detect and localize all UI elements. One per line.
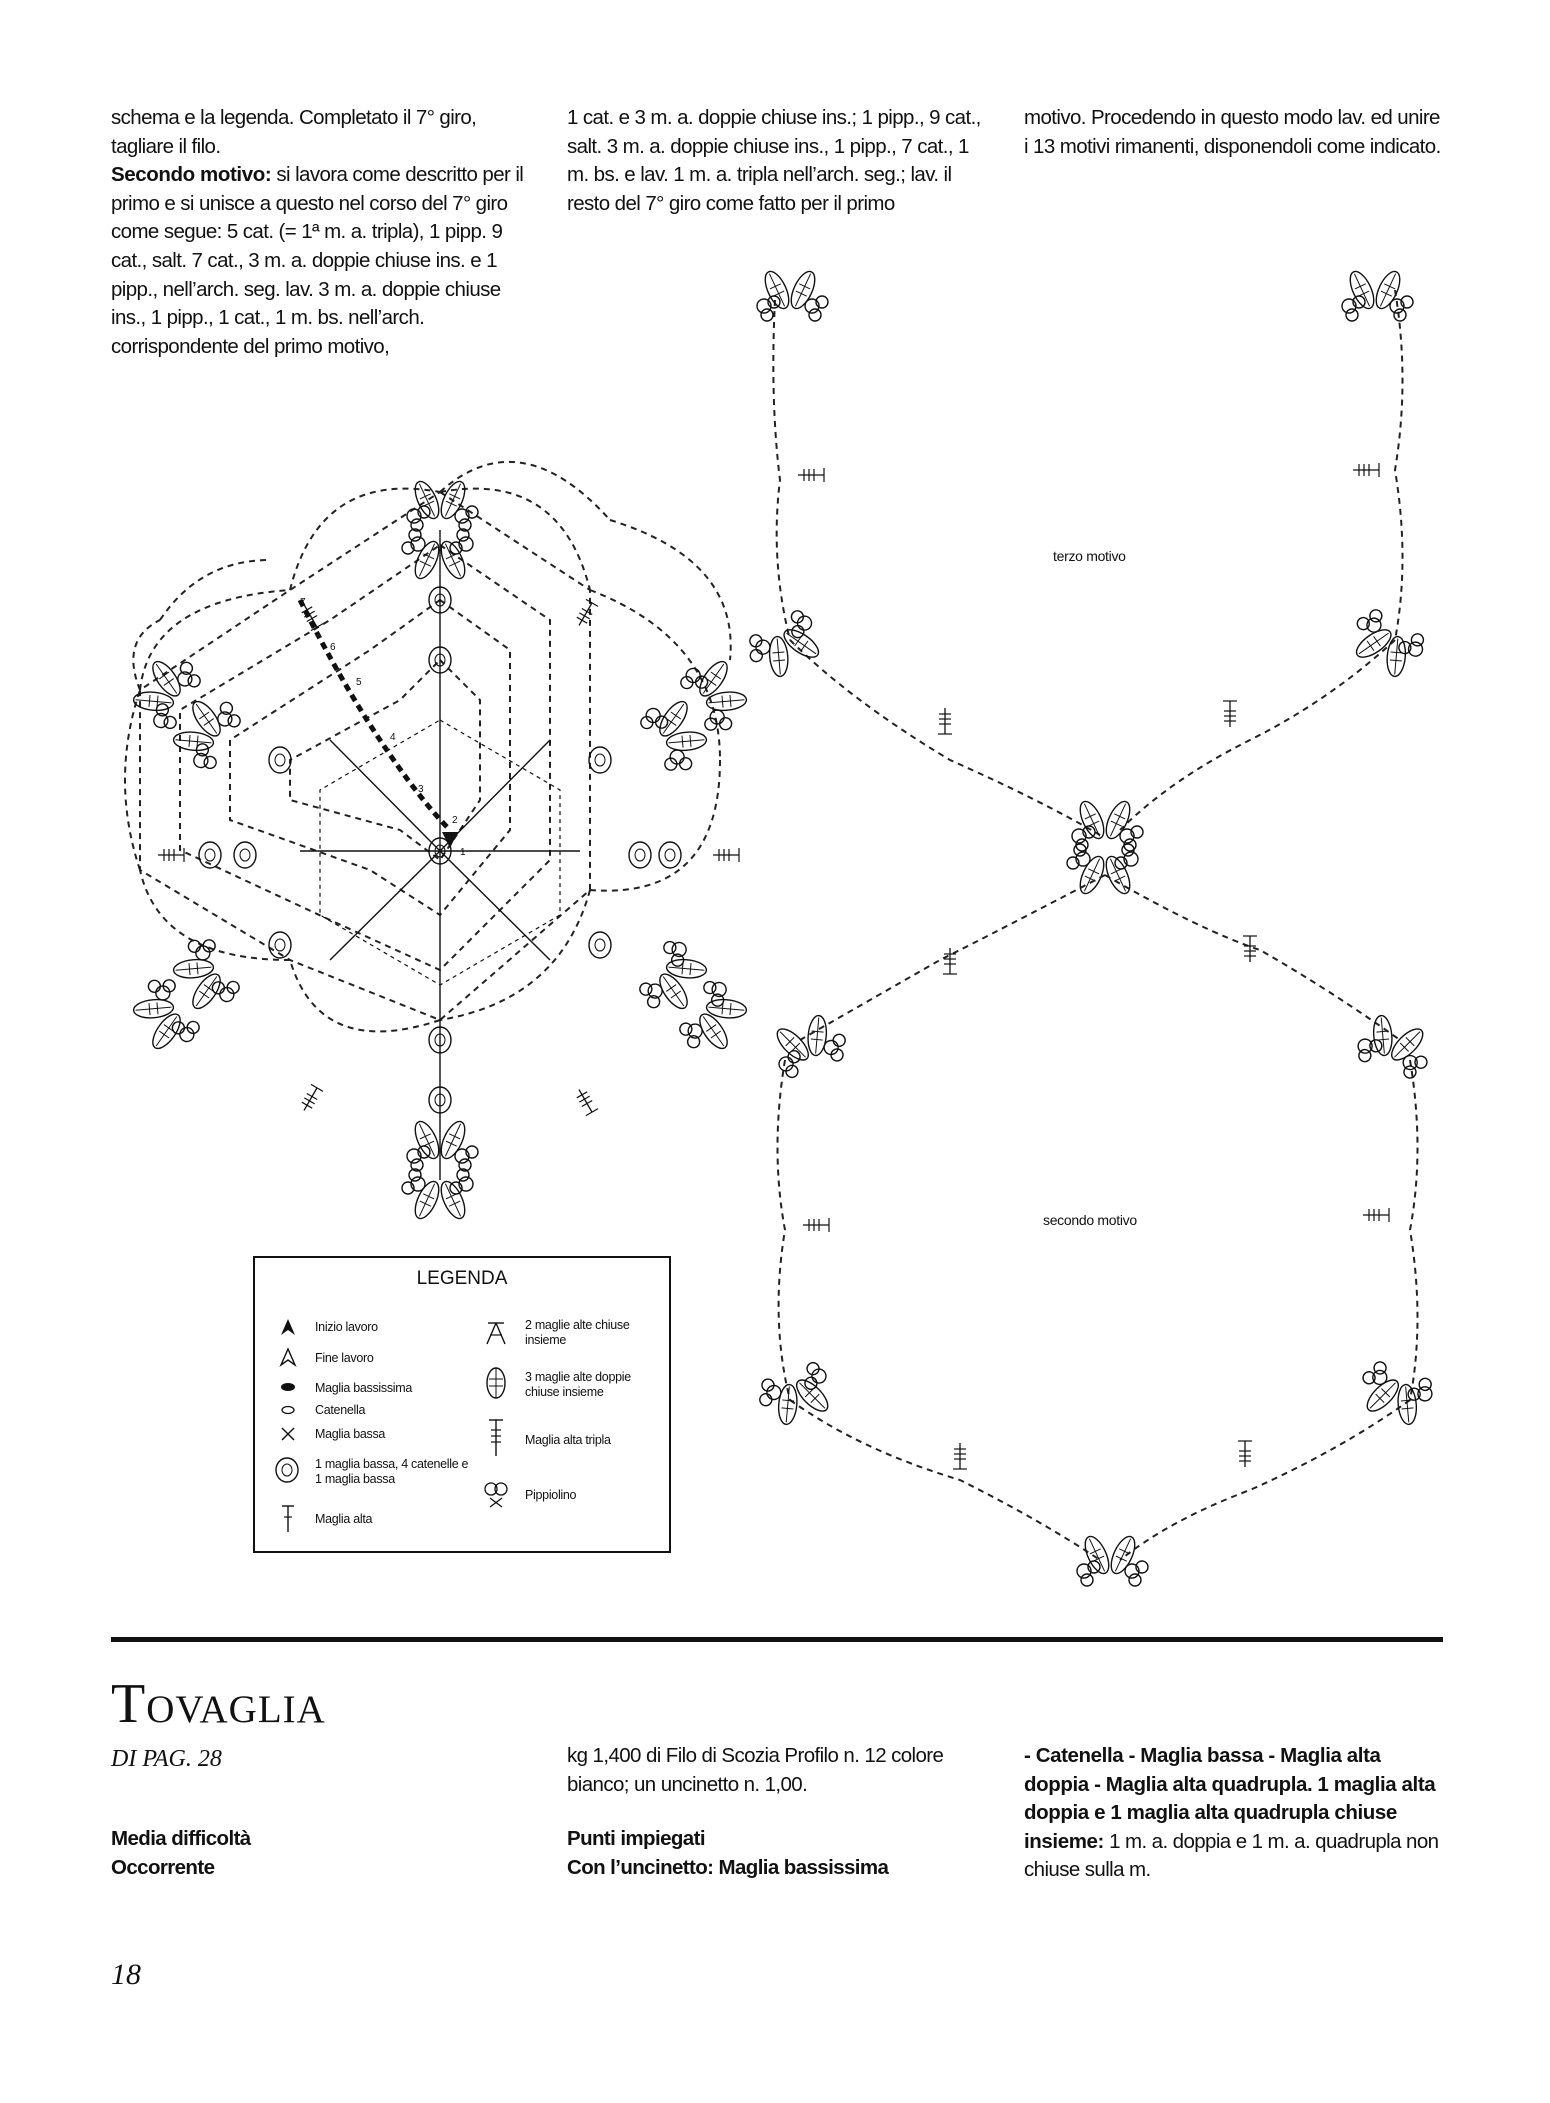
stitches-list-bold: - Catenella - Maglia bassa - Maglia alta doppia - Maglia alta quadrupla. <box>1024 1744 1381 1796</box>
legend-label-double: Maglia alta <box>315 1512 373 1526</box>
stitches-list <box>1024 1742 1448 1885</box>
svg-text:6: 6 <box>330 642 336 653</box>
article-subtitle: DI PAG. 28 <box>111 1746 222 1772</box>
round-numbers <box>300 597 466 858</box>
paragraph-col2: 1 cat. e 3 m. a. doppie chiuse ins.; 1 pipp., 9 cat., salt. 3 m. a. doppie chiuse ins., 1 pipp., 7 cat., 1 m. bs. e lav. 1 m. a. tripla nell’arch. seg.; lav. il resto del 7° giro come fatto per il primo <box>567 106 981 215</box>
third-motif-clusters <box>742 268 1429 688</box>
article-title: Tovaglia <box>111 1673 326 1735</box>
dc2tog-icon <box>483 1320 509 1346</box>
picot-icon <box>483 1480 509 1508</box>
ring-icon <box>273 1456 301 1484</box>
legend-label-chain: Catenella <box>315 1403 366 1417</box>
legend-label-ring: 1 maglia bassa, 4 catenelle e 1 maglia bassa <box>315 1457 469 1486</box>
svg-text:7: 7 <box>300 597 306 608</box>
svg-text:5: 5 <box>356 677 362 688</box>
legend-box <box>253 1256 671 1553</box>
svg-text:2: 2 <box>452 815 458 826</box>
section-rule <box>111 1637 1443 1642</box>
single-crochet-icon <box>277 1423 299 1445</box>
paragraph-intro: schema e la legenda. Completato il 7° giro, tagliare il filo. <box>111 106 477 158</box>
slip-stitch-icon <box>277 1376 299 1398</box>
legend-label-single: Maglia bassa <box>315 1427 386 1441</box>
first-motif-ticks <box>158 599 739 1115</box>
svg-text:3: 3 <box>418 784 424 795</box>
chain-icon <box>277 1399 299 1421</box>
svg-text:1: 1 <box>460 847 466 858</box>
second-motif-heading: Secondo motivo: <box>111 163 272 187</box>
combo-stitch-text: 1 m. a. doppia e 1 m. a. quadrupla non chiuse sulla m. <box>1024 1829 1439 1882</box>
third-motif-label: terzo motivo <box>1053 548 1126 564</box>
legend-label-slip: Maglia bassissima <box>315 1381 413 1395</box>
page-number: 18 <box>111 1958 141 1991</box>
stitches-heading: Punti impiegati <box>567 1827 705 1850</box>
start-arrow-icon <box>277 1316 299 1338</box>
stitches-line: Con l’uncinetto: Maglia bassissima <box>567 1856 889 1879</box>
third-motif-ticks <box>798 463 1379 734</box>
materials: kg 1,400 di Filo di Scozia Profilo n. 12 colore bianco; un uncinetto n. 1,00. <box>567 1744 944 1796</box>
legend-label-tr3tog: 3 maglie alte doppie chiuse insieme <box>525 1370 631 1399</box>
end-arrow-icon <box>277 1346 299 1368</box>
legend-label-triple: Maglia alta tripla <box>525 1433 611 1447</box>
triple-treble-icon <box>483 1418 509 1458</box>
tr3tog-icon <box>483 1366 509 1400</box>
double-crochet-icon <box>277 1504 299 1534</box>
legend-label-start: Inizio lavoro <box>315 1320 378 1334</box>
difficulty: Media difficoltà <box>111 1827 251 1850</box>
paragraph-col3: motivo. Procedendo in questo modo lav. ed unire i 13 motivi rimanenti, disponendoli come indicato. <box>1024 106 1441 158</box>
legend-label-picot: Pippiolino <box>525 1488 577 1502</box>
second-motif-text: si lavora come descritto per il primo e si unisce a questo nel corso del 7° giro come segue: 5 cat. (= 1ª m. a. tripla), 1 pipp. 9 cat., salt. 7 cat., 3 m. a. doppie chiuse ins. e 1 pipp., nell’arch. seg. lav. 3 m. a. doppie chiuse ins., 1 pipp., 1 cat., 1 m. bs. nell’arch. corrispondente del primo motivo, <box>111 163 524 358</box>
first-motif <box>125 462 731 1032</box>
svg-text:4: 4 <box>390 732 396 743</box>
junction <box>1067 798 1143 897</box>
needed-heading: Occorrente <box>111 1856 215 1879</box>
first-motif-spokes <box>300 530 580 1180</box>
second-motif-clusters <box>754 1006 1439 1586</box>
legend-title: LEGENDA <box>416 1268 508 1289</box>
second-motif-label: secondo motivo <box>1043 1212 1137 1228</box>
legend-label-dc2tog: 2 maglie alte chiuse insieme <box>525 1318 630 1347</box>
combo-stitch-heading: 1 maglia alta doppia e 1 maglia alta quadrupla chiuse insieme: <box>1024 1772 1436 1853</box>
second-motif-ticks <box>803 936 1389 1469</box>
legend-label-end: Fine lavoro <box>315 1351 374 1365</box>
start-path <box>300 600 450 830</box>
